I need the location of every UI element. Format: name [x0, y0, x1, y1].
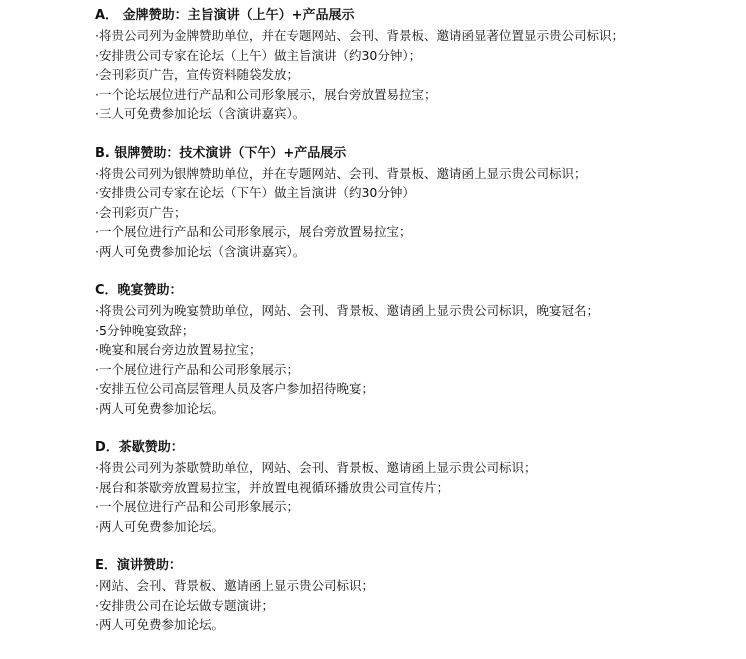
list-item: ·网站、会刊、背景板、邀请函上显示贵公司标识；	[95, 578, 374, 593]
list-item: ·将贵公司列为银牌赞助单位，并在专题网站、会刊、背景板、邀请函上显示贵公司标识；	[95, 165, 587, 181]
section-tea-break-sponsorship	[95, 438, 735, 536]
list-item: ·将贵公司列为金牌赞助单位，并在专题网站、会刊、背景板、邀请函显著位置显示贵公司标识；	[95, 28, 624, 43]
section-heading: B. 银牌赞助：技术演讲（下午）+产品展示	[95, 145, 347, 161]
section-heading: A． 金牌赞助：主旨演讲（上午）+产品展示	[95, 8, 355, 23]
list-item: ·两人可免费参加论坛。	[95, 617, 224, 632]
list-item: ·将贵公司列为茶歇赞助单位，网站、会刊、背景板、邀请函上显示贵公司标识；	[95, 460, 537, 475]
sponsorship-document	[95, 6, 735, 635]
section-gold-sponsorship	[95, 6, 735, 124]
section-heading: C．晚宴赞助：	[95, 283, 183, 298]
list-item: ·安排贵公司专家在论坛（下午）做主旨演讲（约30分钟）	[95, 185, 415, 200]
list-item: ·安排五位公司高层管理人员及客户参加招待晚宴；	[95, 381, 374, 396]
section-dinner-sponsorship	[95, 281, 735, 418]
section-speech-sponsorship	[95, 556, 735, 635]
section-heading: E．演讲赞助：	[95, 558, 182, 573]
list-item: ·一个展位进行产品和公司形象展示；	[95, 499, 299, 514]
section-heading: D．茶歇赞助：	[95, 440, 184, 455]
list-item: ·5分钟晚宴致辞；	[95, 322, 195, 338]
list-item: ·两人可免费参加论坛。	[95, 400, 224, 416]
list-item: ·晚宴和展台旁边放置易拉宝；	[95, 342, 262, 357]
list-item: ·安排贵公司专家在论坛（上午）做主旨演讲（约30分钟）；	[95, 47, 422, 63]
list-item: ·两人可免费参加论坛（含演讲嘉宾）。	[95, 243, 306, 259]
list-item: ·一个展位进行产品和公司形象展示；	[95, 361, 299, 377]
list-item: ·三人可免费参加论坛（含演讲嘉宾）。	[95, 106, 306, 121]
list-item: ·安排贵公司在论坛做专题演讲；	[95, 597, 274, 613]
section-silver-sponsorship	[95, 144, 735, 262]
list-item: ·两人可免费参加论坛。	[95, 518, 224, 534]
list-item: ·展台和茶歇旁放置易拉宝，并放置电视循环播放贵公司宣传片；	[95, 479, 449, 495]
list-item: ·会刊彩页广告，宣传资料随袋发放；	[95, 67, 299, 82]
list-item: ·一个展位进行产品和公司形象展示，展台旁放置易拉宝；	[95, 224, 412, 239]
list-item: ·将贵公司列为晚宴赞助单位，网站、会刊、背景板、邀请函上显示贵公司标识，晚宴冠名；	[95, 303, 599, 318]
list-item: ·一个论坛展位进行产品和公司形象展示，展台旁放置易拉宝；	[95, 86, 437, 102]
list-item: ·会刊彩页广告；	[95, 204, 187, 220]
